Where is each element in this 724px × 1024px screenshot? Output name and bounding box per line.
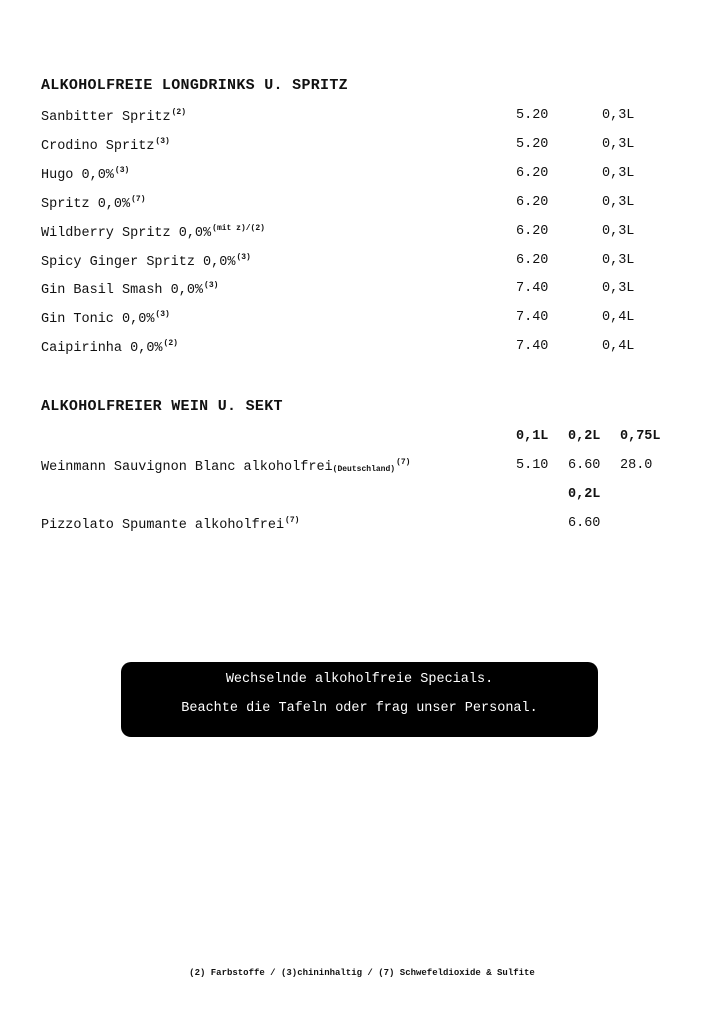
item-note: (3) [204, 281, 219, 290]
section-heading-wine: ALKOHOLFREIER WEIN U. SEKT [41, 398, 283, 415]
menu-item-row [41, 224, 681, 244]
item-note: (2) [171, 108, 187, 117]
item-note: (3) [155, 137, 170, 146]
menu-item-row [41, 310, 681, 330]
menu-item-row [41, 253, 681, 273]
item-price: 7.40 [516, 339, 549, 354]
item-volume: 0,3L [602, 166, 635, 181]
item-name-text: Pizzolato Spumante alkoholfrei [41, 518, 285, 533]
specials-banner [121, 662, 598, 737]
item-name-text: Caipirinha 0,0% [41, 341, 163, 356]
wine-size-header: 0,1L [516, 429, 549, 444]
menu-item-row [41, 339, 681, 359]
item-name [41, 281, 218, 298]
item-price: 7.40 [516, 281, 549, 296]
menu-item-row [41, 166, 681, 186]
menu-item-row [41, 195, 681, 215]
specials-line-2: Beachte die Tafeln oder frag unser Personal. [181, 701, 538, 716]
item-name [41, 458, 410, 475]
item-origin: (Deutschland) [332, 465, 396, 474]
item-name [41, 516, 299, 533]
item-price: 6.20 [516, 195, 549, 210]
item-volume: 0,3L [602, 108, 635, 123]
item-note: (mit z)/(2) [212, 224, 265, 233]
sekt-price: 6.60 [568, 516, 601, 531]
menu-item-row [41, 137, 681, 157]
item-price: 7.40 [516, 310, 549, 325]
item-price: 5.20 [516, 108, 549, 123]
item-name [41, 195, 146, 212]
sekt-size-header: 0,2L [568, 487, 601, 502]
specials-line-1: Wechselnde alkoholfreie Specials. [225, 672, 494, 687]
item-name-text: Weinmann Sauvignon Blanc alkoholfrei [41, 460, 333, 475]
item-volume: 0,3L [602, 253, 635, 268]
item-volume: 0,4L [602, 339, 635, 354]
item-name-text: Gin Basil Smash 0,0% [41, 283, 204, 298]
item-note: (7) [396, 458, 411, 467]
item-name-text: Spritz 0,0% [41, 197, 131, 212]
item-name [41, 224, 265, 241]
wine-size-header: 0,2L [568, 429, 601, 444]
item-volume: 0,4L [602, 310, 635, 325]
item-price: 5.20 [516, 137, 549, 152]
item-name-text: Sanbitter Spritz [41, 110, 171, 125]
item-volume: 0,3L [602, 137, 635, 152]
item-name-text: Spicy Ginger Spritz 0,0% [41, 255, 236, 270]
item-volume: 0,3L [602, 281, 635, 296]
item-volume: 0,3L [602, 224, 635, 239]
item-note: (7) [131, 195, 146, 204]
item-note: (3) [236, 253, 251, 262]
item-note: (3) [114, 166, 130, 175]
wine-price: 5.10 [516, 458, 549, 473]
item-note: (2) [163, 339, 178, 348]
wine-price: 28.0 [620, 458, 653, 473]
item-volume: 0,3L [602, 195, 635, 210]
wine-price: 6.60 [568, 458, 601, 473]
item-price: 6.20 [516, 253, 549, 268]
item-name [41, 108, 186, 125]
item-name [41, 253, 251, 270]
allergen-footnote: (2) Farbstoffe / (3)chininhaltig / (7) Schwefeldioxide & Sulfite [189, 968, 535, 978]
item-name-text: Wildberry Spritz 0,0% [41, 226, 212, 241]
wine-size-header: 0,75L [620, 429, 661, 444]
menu-item-row [41, 281, 681, 301]
item-name [41, 310, 170, 327]
item-name [41, 166, 129, 183]
menu-item-row [41, 108, 681, 128]
item-name [41, 339, 178, 356]
item-name-text: Crodino Spritz [41, 139, 155, 154]
item-name [41, 137, 170, 154]
item-name-text: Gin Tonic 0,0% [41, 312, 155, 327]
item-price: 6.20 [516, 224, 549, 239]
item-note: (3) [155, 310, 170, 319]
item-price: 6.20 [516, 166, 549, 181]
section-heading-longdrinks: ALKOHOLFREIE LONGDRINKS U. SPRITZ [41, 77, 348, 94]
item-note: (7) [285, 516, 300, 525]
item-name-text: Hugo 0,0% [41, 168, 114, 183]
